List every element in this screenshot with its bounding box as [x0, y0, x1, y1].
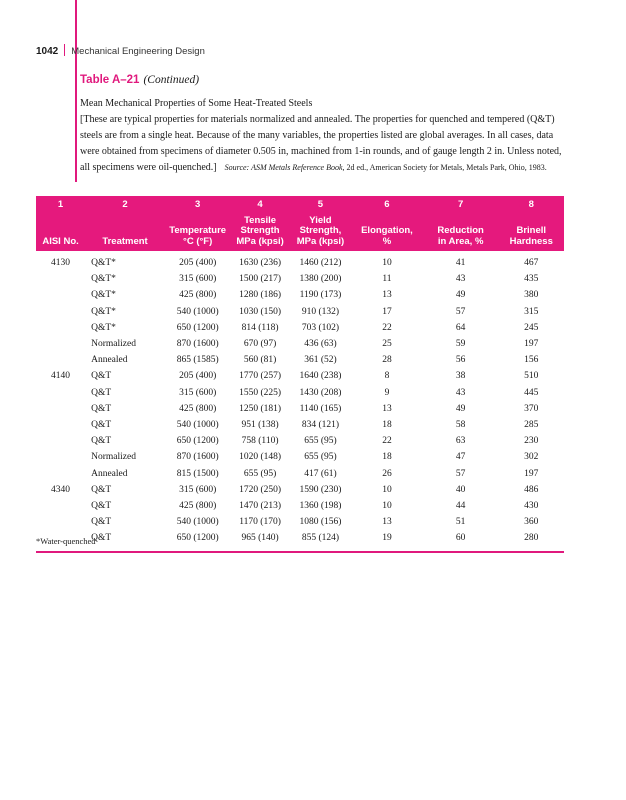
table-cell: 425 (800) [179, 403, 217, 414]
source-rest: 2d ed., American Society for Metals, Metals Park, Ohio, 1983. [344, 163, 547, 172]
table-cell: 44 [455, 500, 466, 511]
table-row [36, 320, 564, 336]
table-cell: 430 [524, 500, 539, 511]
table-cell: 4340 [51, 484, 71, 495]
column-header [498, 214, 564, 251]
table-cell: 56 [455, 355, 466, 366]
table-cell: 1360 (198) [299, 500, 342, 511]
table-cell: 650 (1200) [176, 436, 219, 447]
column-header-line: Hardness [509, 235, 553, 247]
table-cell: 1460 (212) [299, 258, 342, 269]
table-cell: 285 [524, 419, 539, 430]
table-row [36, 417, 564, 433]
table-cell: Normalized [91, 339, 136, 350]
table-row [36, 514, 564, 530]
table-cell: 40 [455, 484, 466, 495]
table-row [36, 482, 564, 498]
table-row [36, 449, 564, 465]
table-cell: 197 [524, 468, 539, 479]
table-cell: 650 (1200) [176, 322, 219, 333]
table-cell: 64 [455, 322, 466, 333]
table-cell: Q&T* [91, 258, 116, 269]
table-title [80, 74, 199, 86]
table-cell: 361 (52) [304, 355, 337, 366]
table-cell: 315 [524, 306, 539, 317]
table-cell: Q&T [91, 500, 112, 511]
table-row [36, 368, 564, 384]
table-row [36, 465, 564, 481]
table-cell: Normalized [91, 452, 136, 463]
column-number: 6 [351, 196, 423, 214]
table-cell: 445 [524, 387, 539, 398]
column-number: 7 [423, 196, 499, 214]
table-cell: 951 (138) [241, 419, 279, 430]
column-header-line: Yield [309, 214, 332, 226]
table-cell: 43 [455, 387, 466, 398]
column-header [230, 214, 289, 251]
table-cell: 1380 (200) [299, 274, 342, 285]
table-cell: 25 [382, 339, 392, 350]
table-cell: 60 [423, 530, 499, 552]
table-cell: Q&T [91, 371, 112, 382]
table-cell: 758 (110) [241, 436, 279, 447]
table-cell [36, 320, 85, 336]
table-cell: 26 [382, 468, 392, 479]
table-cell: 38 [455, 371, 466, 382]
column-header-line: Strength, [299, 225, 342, 236]
table-cell [36, 271, 85, 287]
table-cell: 965 (140) [230, 530, 289, 552]
table-cell: 1430 (208) [299, 387, 342, 398]
column-header-line: Strength [240, 225, 280, 236]
column-number: 1 [36, 196, 85, 214]
table-cell: 10 [382, 258, 392, 269]
page-number: 1042 [36, 46, 59, 57]
column-header-line: MPa (kpsi) [236, 235, 284, 247]
table-row [36, 401, 564, 417]
column-label-row [36, 214, 564, 251]
table-cell [36, 498, 85, 514]
column-header [36, 214, 85, 251]
table-cell: 18 [382, 452, 392, 463]
table-cell: 1030 (150) [239, 306, 282, 317]
table-cell: 360 [524, 517, 539, 528]
table-cell: 1080 (156) [299, 517, 342, 528]
table-cell: 197 [524, 339, 539, 350]
column-header-line: Reduction [437, 225, 484, 236]
table-label: Table A–21 [80, 74, 140, 86]
table-cell: 1590 (230) [299, 484, 342, 495]
table-cell: 1170 (170) [239, 517, 281, 528]
table-cell: 670 (97) [243, 339, 277, 350]
table-row [36, 287, 564, 303]
table-cell: 19 [351, 530, 423, 552]
table-cell: 870 (1600) [176, 452, 219, 463]
table-cell: Q&T [91, 403, 112, 414]
table-cell: 51 [455, 517, 466, 528]
column-header-line: Brinell [516, 225, 547, 236]
table-cell: 59 [455, 339, 466, 350]
table-cell: 1770 (257) [239, 371, 282, 382]
table-cell: 703 (102) [301, 322, 340, 333]
table-cell: 467 [524, 258, 539, 269]
table-cell: 205 (400) [179, 258, 217, 269]
source-prefix: Source: [224, 163, 252, 172]
table-cell: 425 (800) [179, 500, 217, 511]
table-cell: 10 [382, 484, 392, 495]
table-cell [36, 514, 85, 530]
table-cell [36, 336, 85, 352]
table-cell: 1630 (236) [239, 258, 282, 269]
table-cell: 4140 [51, 371, 71, 382]
table-cell: 58 [455, 419, 466, 430]
column-header-line: °C (°F) [183, 235, 213, 247]
table-cell: Annealed [91, 468, 128, 479]
table-cell: 510 [524, 371, 539, 382]
table-cell: 18 [382, 419, 392, 430]
table-cell [36, 287, 85, 303]
table-cell: 1470 (213) [239, 500, 282, 511]
table-cell: 230 [524, 436, 539, 447]
table-cell [36, 385, 85, 401]
table-cell: 315 (600) [179, 387, 217, 398]
table-cell: 9 [384, 387, 390, 398]
table-cell: 13 [382, 290, 392, 301]
table-cell: 47 [455, 452, 466, 463]
table-cell [36, 401, 85, 417]
table-cell [36, 417, 85, 433]
column-header-line: Tensile [244, 214, 277, 226]
table-cell: 8 [384, 371, 390, 382]
table-cell: 655 (95) [304, 436, 337, 447]
table-cell: 1140 (165) [299, 403, 342, 414]
column-number: 5 [290, 196, 351, 214]
table-cell: 855 (124) [290, 530, 351, 552]
table-row [36, 385, 564, 401]
table-cell: 834 (121) [301, 419, 340, 430]
table-cell: 13 [382, 403, 392, 414]
table-cell: Annealed [91, 355, 128, 366]
table-cell: Q&T* [91, 290, 116, 301]
header-divider [64, 44, 65, 56]
column-number: 8 [498, 196, 564, 214]
table-cell: Q&T* [91, 274, 116, 285]
table-cell: 1250 (181) [239, 403, 282, 414]
table-cell: 17 [382, 306, 392, 317]
table-cell: 655 (95) [243, 468, 277, 479]
table-cell: Q&T* [91, 306, 116, 317]
table-cell: 815 (1500) [176, 468, 219, 479]
table-cell: 10 [382, 500, 392, 511]
table-row [36, 530, 564, 552]
column-header-line: AISI No. [42, 235, 79, 247]
running-header [36, 44, 205, 57]
table-cell: 380 [524, 290, 539, 301]
table-cell: 870 (1600) [176, 339, 219, 350]
table-cell [36, 465, 85, 481]
column-number: 4 [230, 196, 289, 214]
table-cell: 436 (63) [304, 339, 337, 350]
table-cell: 655 (95) [304, 452, 337, 463]
table-cell: 28 [382, 355, 392, 366]
table-description [80, 96, 565, 176]
properties-table [36, 196, 564, 553]
source-citation [225, 163, 547, 172]
table-cell: 435 [524, 274, 539, 285]
table-cell: 245 [524, 322, 539, 333]
table-cell [36, 433, 85, 449]
table-cell: Q&T [91, 419, 112, 430]
table-cell: 650 (1200) [165, 530, 230, 552]
column-header [290, 214, 351, 251]
table-cell: 63 [455, 436, 466, 447]
table-cell: 315 (600) [179, 274, 217, 285]
table-row [36, 352, 564, 368]
table-cell: 156 [524, 355, 539, 366]
table-caption: Mean Mechanical Properties of Some Heat-Treated Steels [80, 98, 313, 109]
table-cell: 1020 (148) [239, 452, 282, 463]
table-cell: 540 (1000) [176, 306, 219, 317]
table-cell: 814 (118) [241, 322, 279, 333]
table-cell: Q&T [91, 484, 112, 495]
table-cell: 370 [524, 403, 539, 414]
table-cell: 486 [524, 484, 539, 495]
table-cell: 205 (400) [179, 371, 217, 382]
table-cell: 417 (61) [304, 468, 337, 479]
source-title: ASM Metals Reference Book, [251, 163, 345, 172]
column-header-line: % [382, 235, 392, 247]
table-row [36, 433, 564, 449]
table-cell [36, 449, 85, 465]
table-row [36, 498, 564, 514]
table-cell: 910 (132) [301, 306, 340, 317]
table-note: [These are typical properties for materials normalized and annealed. The properties for quenched and tempered (Q&T) steels are from a single heat. Because of the many variables, the properties listed are global averages. In all cases, data were obtained from specimens of diameter 0.505 in, machined from 1-in rounds, and of gauge length 2 in. Unless noted, all specimens were oil-quenched.] [80, 114, 562, 173]
table-cell: 49 [455, 290, 466, 301]
table-cell: 540 (1000) [176, 419, 219, 430]
column-number: 3 [165, 196, 230, 214]
table-cell: 425 (800) [179, 290, 217, 301]
table-cell: 315 (600) [179, 484, 217, 495]
table-cell: Q&T [91, 387, 112, 398]
table-cell: Q&T [91, 436, 112, 447]
column-number: 2 [85, 196, 165, 214]
table-cell: Q&T [91, 517, 112, 528]
table-body [36, 251, 564, 552]
table-continued: (Continued) [143, 74, 200, 86]
table-row [36, 251, 564, 271]
table-cell: 302 [524, 452, 539, 463]
table-cell: 11 [382, 274, 392, 285]
table-cell: 1720 (250) [239, 484, 282, 495]
column-header [423, 214, 499, 251]
table-cell: 13 [382, 517, 392, 528]
column-number-row [36, 196, 564, 214]
table-cell: 1500 (217) [239, 274, 282, 285]
table-cell: 1280 (186) [239, 290, 282, 301]
column-header [85, 214, 165, 251]
table-row [36, 271, 564, 287]
table-row [36, 336, 564, 352]
column-header-line: Treatment [102, 235, 148, 247]
margin-rule [75, 0, 77, 182]
table-cell: 560 (81) [243, 355, 277, 366]
table-cell: 43 [455, 274, 466, 285]
table-cell: Q&T [85, 530, 165, 552]
table-cell [36, 304, 85, 320]
table-cell: 22 [382, 436, 392, 447]
table-cell: 57 [455, 468, 466, 479]
column-header-line: Temperature [169, 225, 227, 236]
table-cell: Q&T* [91, 322, 116, 333]
table-cell: 57 [455, 306, 466, 317]
column-header [165, 214, 230, 251]
table-cell: 49 [455, 403, 466, 414]
table-cell [36, 352, 85, 368]
table-cell: 1550 (225) [239, 387, 282, 398]
table-cell: 22 [382, 322, 392, 333]
column-header-line: MPa (kpsi) [296, 235, 345, 247]
table-cell: 1190 (173) [299, 290, 342, 301]
table-cell: 1640 (238) [299, 371, 342, 382]
footnote: *Water-quenched [36, 536, 96, 546]
table-cell: 41 [455, 258, 466, 269]
table-cell: 280 [498, 530, 564, 552]
column-header [351, 214, 423, 251]
table-cell: 540 (1000) [176, 517, 219, 528]
column-header-line: Elongation, [361, 225, 413, 236]
column-header-line: in Area, % [437, 235, 484, 247]
table-row [36, 304, 564, 320]
book-title: Mechanical Engineering Design [71, 46, 205, 57]
table-cell: 4130 [51, 258, 71, 269]
table-cell: 865 (1585) [176, 355, 219, 366]
